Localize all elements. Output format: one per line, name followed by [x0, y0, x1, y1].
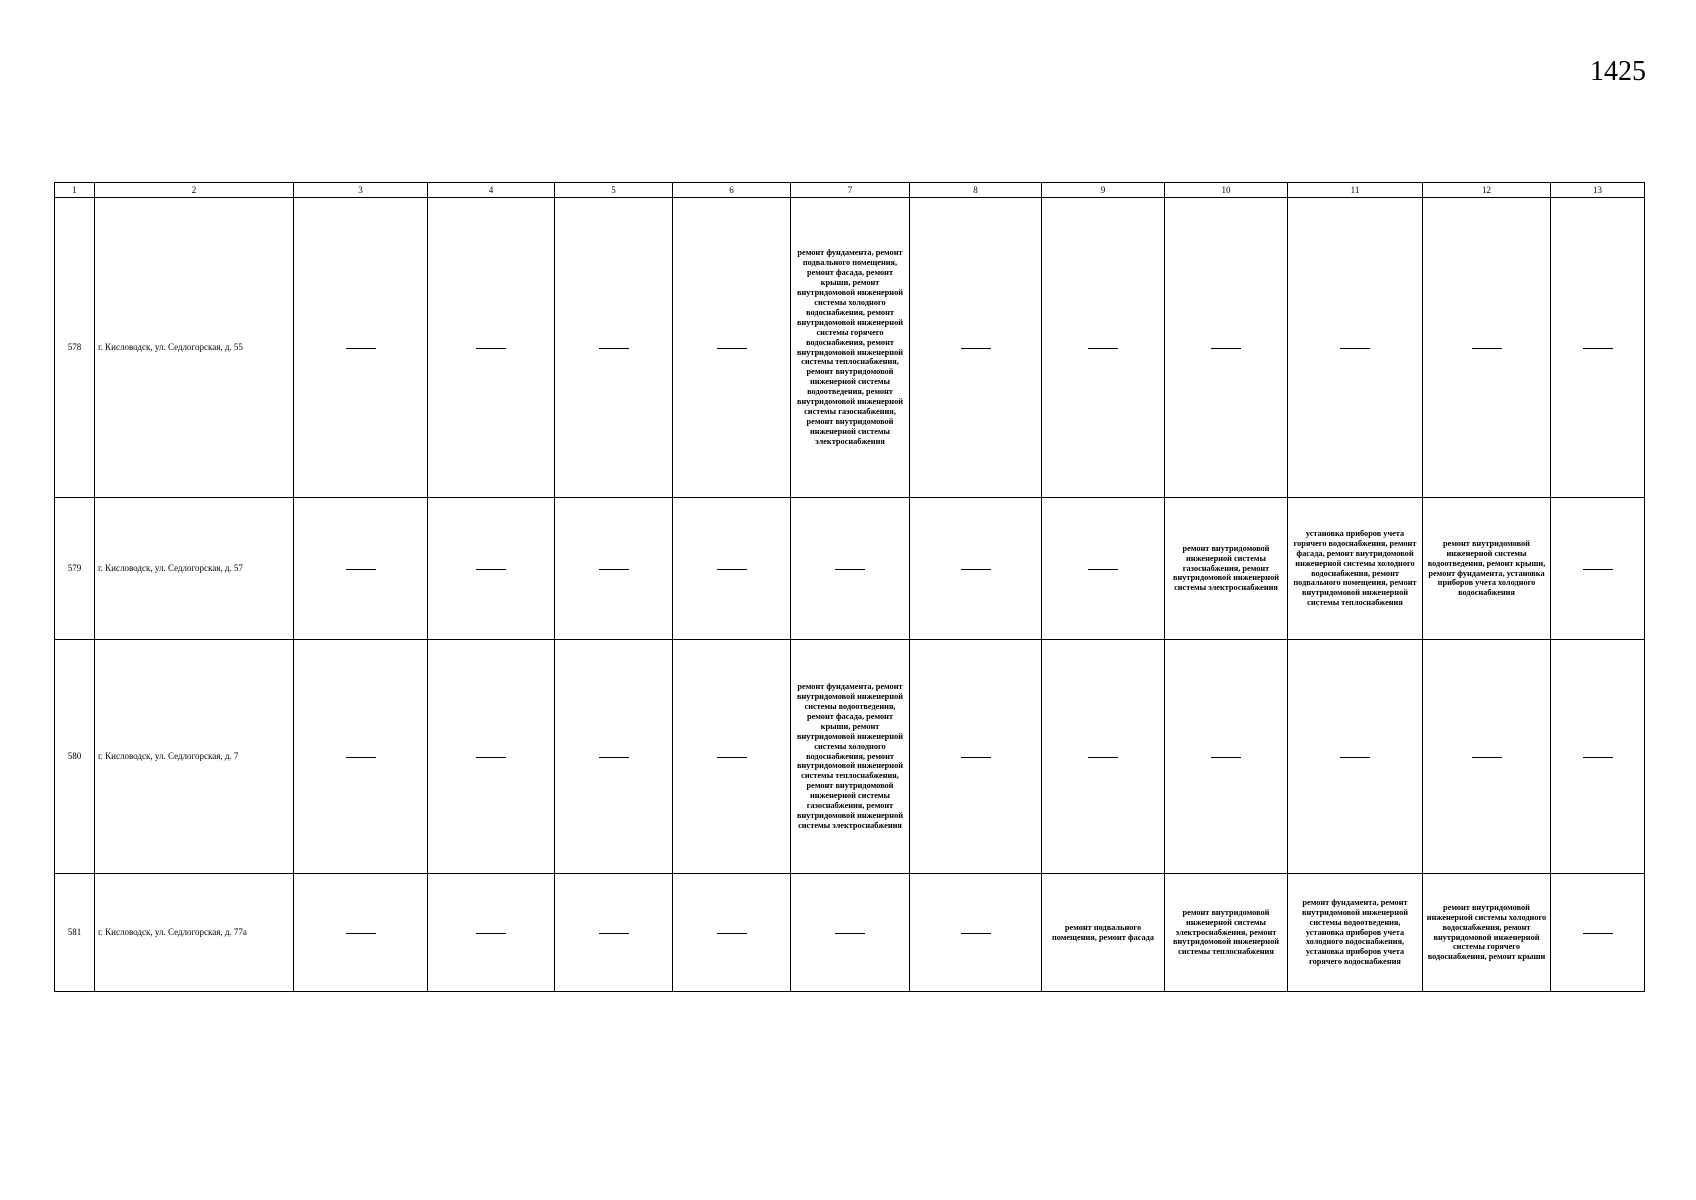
- column-number-row: [55, 183, 1645, 198]
- column-number: 13: [1551, 183, 1645, 198]
- empty-cell-col-9: [1042, 498, 1165, 640]
- dash-mark: [717, 933, 747, 934]
- column-number: 10: [1165, 183, 1288, 198]
- dash-mark: [346, 569, 376, 570]
- row-number: 581: [55, 874, 95, 992]
- address-cell: г. Кисловодск, ул. Седлогорская, д. 7: [95, 640, 294, 874]
- empty-cell-col-5: [555, 198, 673, 498]
- dash-mark: [1583, 933, 1613, 934]
- dash-mark: [717, 569, 747, 570]
- dash-mark: [346, 933, 376, 934]
- address-cell: г. Кисловодск, ул. Седлогорская, д. 57: [95, 498, 294, 640]
- works-cell-col-9: ремонт подвального помещения, ремонт фасада: [1042, 874, 1165, 992]
- empty-cell-col-3: [294, 874, 428, 992]
- dash-mark: [1088, 757, 1118, 758]
- empty-cell-col-13: [1551, 198, 1645, 498]
- column-number: 4: [428, 183, 555, 198]
- column-number: 6: [673, 183, 791, 198]
- dash-mark: [1088, 348, 1118, 349]
- works-cell-col-11: ремонт фундамента, ремонт внутридомовой инженерной системы водоотведения, установка приборов учета холодного водоснабжения, установка приборов учета горячего водоснабжения: [1288, 874, 1423, 992]
- dash-mark: [476, 348, 506, 349]
- works-cell-col-7: ремонт фундамента, ремонт подвального помещения, ремонт фасада, ремонт крыши, ремонт внутридомовой инженерной системы холодного водоснабжения, ремонт внутридомовой инженерной системы горячего водоснабжения, ремонт внутридомовой инженерной системы теплоснабжения, ремонт внутридомовой инженерной системы водоотведения, ремонт внутридомовой инженерной системы газоснабжения, ремонт внутридомовой инженерной системы электроснабжения: [791, 198, 910, 498]
- empty-cell-col-4: [428, 874, 555, 992]
- address-cell: г. Кисловодск, ул. Седлогорская, д. 77а: [95, 874, 294, 992]
- dash-mark: [961, 933, 991, 934]
- empty-cell-col-11: [1288, 198, 1423, 498]
- dash-mark: [1583, 757, 1613, 758]
- empty-cell-col-7: [791, 498, 910, 640]
- dash-mark: [1088, 569, 1118, 570]
- column-number: 9: [1042, 183, 1165, 198]
- empty-cell-col-6: [673, 498, 791, 640]
- empty-cell-col-4: [428, 498, 555, 640]
- empty-cell-col-12: [1423, 198, 1551, 498]
- column-number: 12: [1423, 183, 1551, 198]
- dash-mark: [835, 569, 865, 570]
- column-number: 7: [791, 183, 910, 198]
- empty-cell-col-8: [910, 640, 1042, 874]
- dash-mark: [476, 757, 506, 758]
- dash-mark: [1472, 348, 1502, 349]
- table-row: [55, 498, 1645, 640]
- dash-mark: [1340, 757, 1370, 758]
- column-number: 11: [1288, 183, 1423, 198]
- empty-cell-col-6: [673, 198, 791, 498]
- works-cell-col-12: ремонт внутридомовой инженерной системы холодного водоснабжения, ремонт внутридомовой инженерной системы горячего водоснабжения, ремонт крыши: [1423, 874, 1551, 992]
- empty-cell-col-10: [1165, 198, 1288, 498]
- table-row: [55, 874, 1645, 992]
- empty-cell-col-5: [555, 498, 673, 640]
- dash-mark: [346, 757, 376, 758]
- empty-cell-col-7: [791, 874, 910, 992]
- row-number: 578: [55, 198, 95, 498]
- dash-mark: [835, 933, 865, 934]
- dash-mark: [717, 348, 747, 349]
- empty-cell-col-8: [910, 198, 1042, 498]
- empty-cell-col-4: [428, 198, 555, 498]
- column-number: 5: [555, 183, 673, 198]
- empty-cell-col-4: [428, 640, 555, 874]
- empty-cell-col-6: [673, 874, 791, 992]
- table-row: [55, 640, 1645, 874]
- column-number: 2: [95, 183, 294, 198]
- dash-mark: [1211, 757, 1241, 758]
- dash-mark: [599, 348, 629, 349]
- column-number: 3: [294, 183, 428, 198]
- empty-cell-col-5: [555, 874, 673, 992]
- address-cell: г. Кисловодск, ул. Седлогорская, д. 55: [95, 198, 294, 498]
- dash-mark: [1340, 348, 1370, 349]
- dash-mark: [961, 757, 991, 758]
- dash-mark: [961, 348, 991, 349]
- empty-cell-col-10: [1165, 640, 1288, 874]
- empty-cell-col-8: [910, 498, 1042, 640]
- dash-mark: [476, 569, 506, 570]
- row-number: 579: [55, 498, 95, 640]
- dash-mark: [599, 569, 629, 570]
- dash-mark: [1583, 348, 1613, 349]
- dash-mark: [1472, 757, 1502, 758]
- dash-mark: [961, 569, 991, 570]
- column-number: 8: [910, 183, 1042, 198]
- empty-cell-col-13: [1551, 498, 1645, 640]
- empty-cell-col-3: [294, 198, 428, 498]
- empty-cell-col-9: [1042, 198, 1165, 498]
- dash-mark: [346, 348, 376, 349]
- empty-cell-col-3: [294, 640, 428, 874]
- empty-cell-col-3: [294, 498, 428, 640]
- dash-mark: [599, 933, 629, 934]
- table-row: [55, 198, 1645, 498]
- page-number: 1425: [1590, 56, 1646, 87]
- works-cell-col-7: ремонт фундамента, ремонт внутридомовой инженерной системы водоотведения, ремонт фасада, ремонт крыши, ремонт внутридомовой инженерной системы холодного водоснабжения, ремонт внутридомовой инженерной системы теплоснабжения, ремонт внутридомовой инженерной системы газоснабжения, ремонт внутридомовой инженерной системы электроснабжения: [791, 640, 910, 874]
- column-number: 1: [55, 183, 95, 198]
- dash-mark: [476, 933, 506, 934]
- works-cell-col-11: установка приборов учета горячего водоснабжения, ремонт фасада, ремонт внутридомовой инженерной системы холодного водоснабжения, ремонт подвального помещения, ремонт внутридомовой инженерной системы теплоснабжения: [1288, 498, 1423, 640]
- empty-cell-col-12: [1423, 640, 1551, 874]
- repair-register-table: [54, 182, 1645, 992]
- works-cell-col-12: ремонт внутридомовой инженерной системы водоотведения, ремонт крыши, ремонт фундамента, установка приборов учета холодного водоснабжения: [1423, 498, 1551, 640]
- works-cell-col-10: ремонт внутридомовой инженерной системы электроснабжения, ремонт внутридомовой инженерной системы теплоснабжения: [1165, 874, 1288, 992]
- empty-cell-col-11: [1288, 640, 1423, 874]
- empty-cell-col-13: [1551, 874, 1645, 992]
- row-number: 580: [55, 640, 95, 874]
- works-cell-col-10: ремонт внутридомовой инженерной системы газоснабжения, ремонт внутридомовой инженерной системы электроснабжения: [1165, 498, 1288, 640]
- empty-cell-col-9: [1042, 640, 1165, 874]
- empty-cell-col-6: [673, 640, 791, 874]
- empty-cell-col-8: [910, 874, 1042, 992]
- dash-mark: [1583, 569, 1613, 570]
- empty-cell-col-13: [1551, 640, 1645, 874]
- empty-cell-col-5: [555, 640, 673, 874]
- dash-mark: [717, 757, 747, 758]
- dash-mark: [1211, 348, 1241, 349]
- dash-mark: [599, 757, 629, 758]
